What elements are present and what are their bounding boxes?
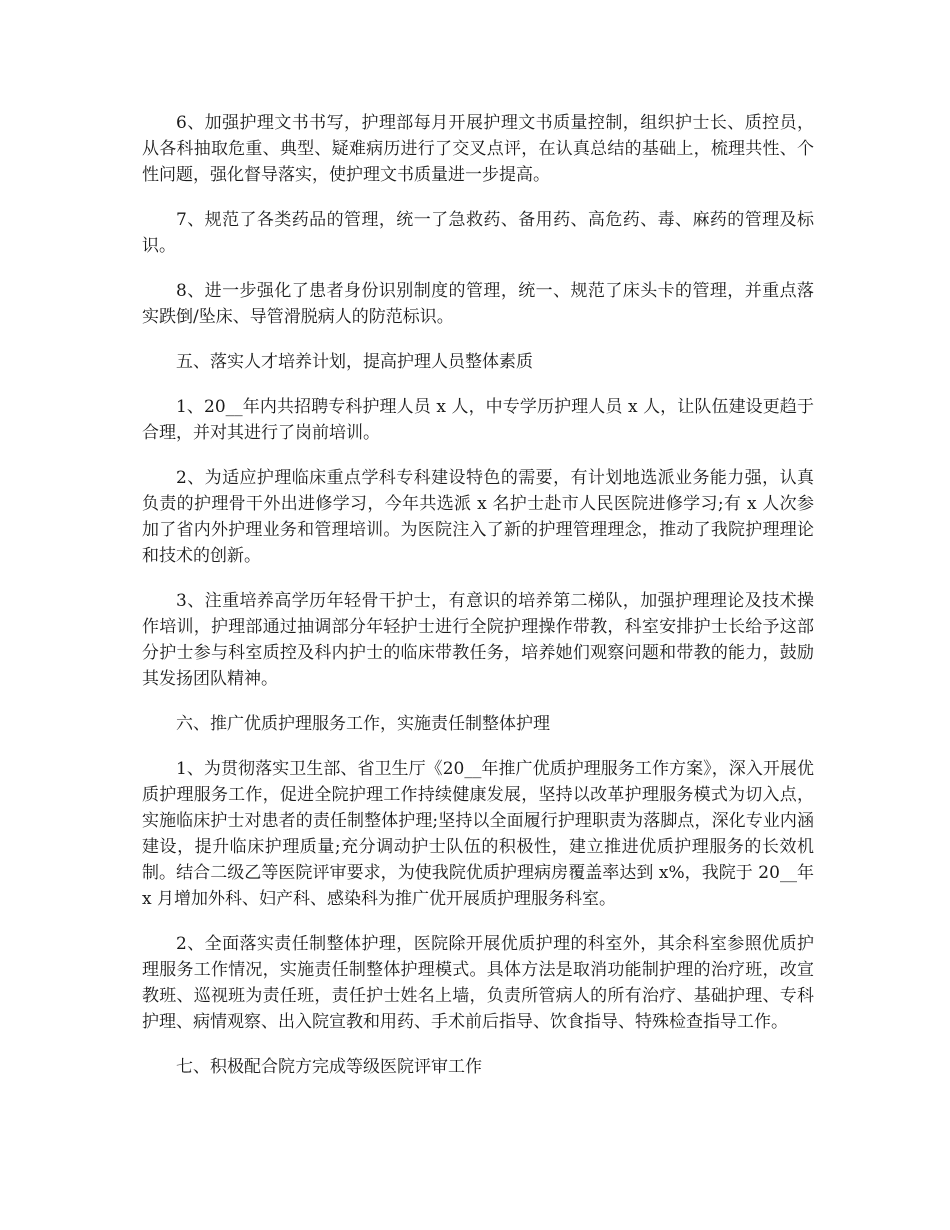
paragraph-6-1: 1、为贯彻落实卫生部、省卫生厅《20__年推广优质护理服务工作方案》，深入开展优质护理服务工作，促进全院护理工作持续健康发展，坚持以改革护理服务模式为切入点，实施临床护士对患者的责任制整体护理;坚持以全面履行护理职责为落脚点，深化专业内涵建设，提升临床护理质量;充分调动护士队伍的积极性，建立推进优质护理服务的长效机制。结合二级乙等医院评审要求，为使我院优质护理病房覆盖率达到 x%，我院于 20__年 x 月增加外科、妇产科、感染科为推广优开展质护理服务科室。 bbox=[142, 759, 814, 909]
paragraph-item-6: 6、加强护理文书书写，护理部每月开展护理文书质量控制，组织护士长、质控员，从各科抽取危重、典型、疑难病历进行了交叉点评，在认真总结的基础上，梳理共性、个性问题，强化督导落实，使护理文书质量进一步提高。 bbox=[142, 113, 814, 185]
paragraph-item-8: 8、进一步强化了患者身份识别制度的管理，统一、规范了床头卡的管理，并重点落实跌倒/坠床、导管滑脱病人的防范标识。 bbox=[142, 281, 814, 327]
paragraph-6-2: 2、全面落实责任制整体护理，医院除开展优质护理的科室外，其余科室参照优质护理服务工作情况，实施责任制整体护理模式。具体方法是取消功能制护理的治疗班，改宣教班、巡视班为责任班，责任护士姓名上墙，负责所管病人的所有治疗、基础护理、专科护理、病情观察、出入院宣教和用药、手术前后指导、饮食指导、特殊检查指导工作。 bbox=[142, 934, 814, 1032]
paragraph-5-1: 1、20__年内共招聘专科护理人员 x 人，中专学历护理人员 x 人，让队伍建设更趋于合理，并对其进行了岗前培训。 bbox=[142, 397, 814, 443]
paragraph-5-2: 2、为适应护理临床重点学科专科建设特色的需要，有计划地选派业务能力强，认真负责的护理骨干外出进修学习，今年共选派 x 名护士赴市人民医院进修学习;有 x 人次参加了省内外护理业务和管理培训。为医院注入了新的护理管理理念，推动了我院护理理论和技术的创新。 bbox=[142, 468, 814, 566]
document-body bbox=[142, 110, 814, 1099]
section-heading-6: 六、推广优质护理服务工作，实施责任制整体护理 bbox=[176, 714, 550, 734]
paragraph-5-3: 3、注重培养高学历年轻骨干护士，有意识的培养第二梯队，加强护理理论及技术操作培训，护理部通过抽调部分年轻护士进行全院护理操作带教，科室安排护士长给予这部分护士参与科室质控及科内护士的临床带教任务，培养她们观察问题和带教的能力，鼓励其发扬团队精神。 bbox=[142, 591, 814, 689]
section-heading-5: 五、落实人才培养计划，提高护理人员整体素质 bbox=[176, 352, 533, 372]
paragraph-item-7: 7、规范了各类药品的管理，统一了急救药、备用药、高危药、毒、麻药的管理及标识。 bbox=[142, 210, 814, 256]
section-heading-7: 七、积极配合院方完成等级医院评审工作 bbox=[176, 1057, 482, 1077]
